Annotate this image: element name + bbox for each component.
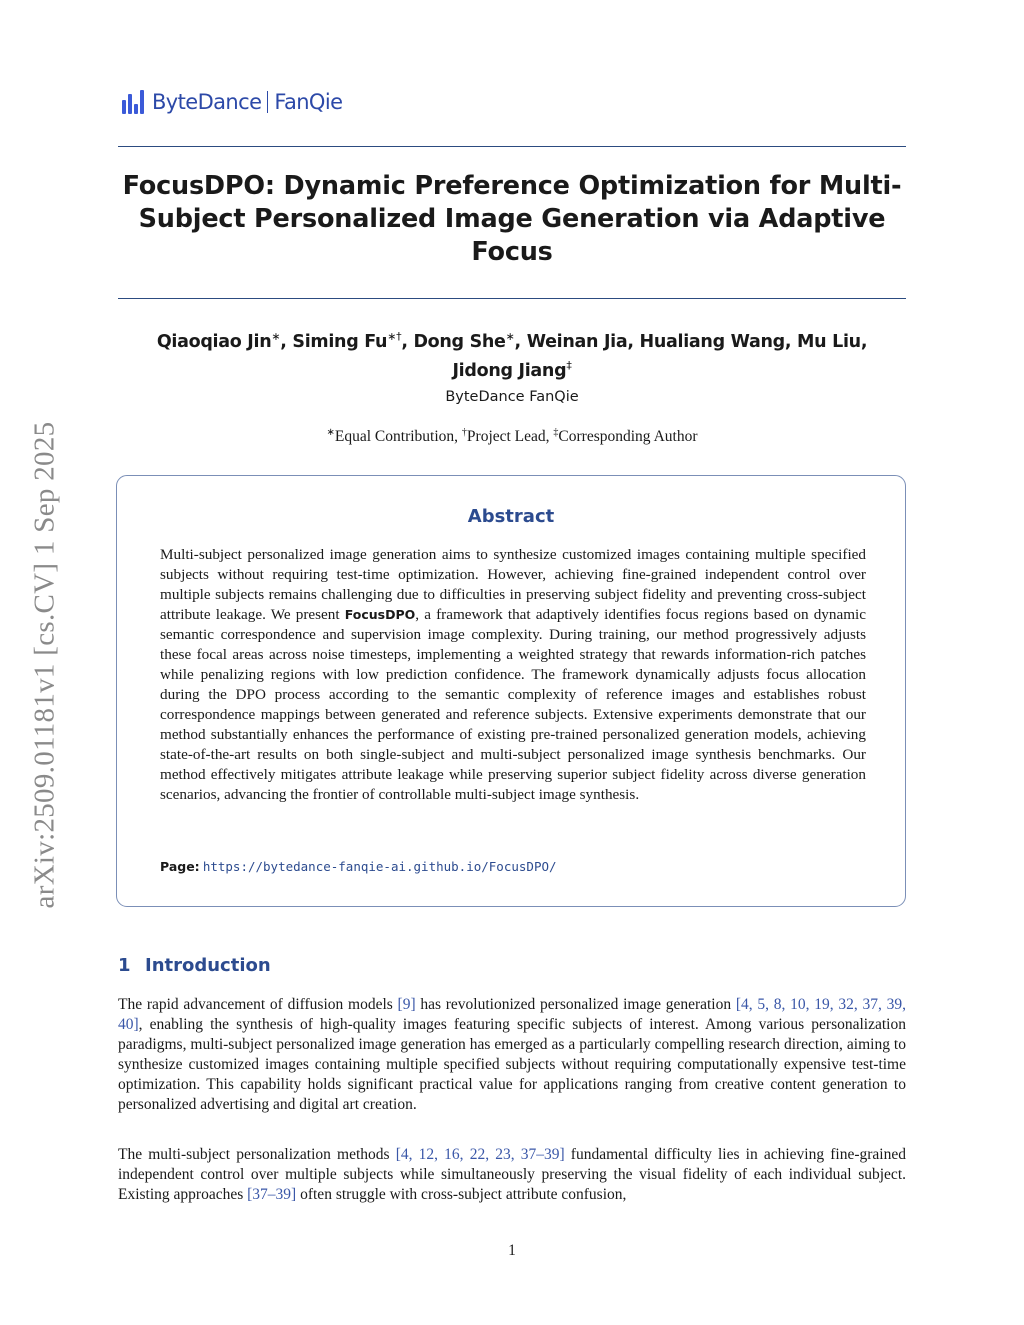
abstract-text <box>160 545 866 805</box>
abstract-text-part: , a framework that adaptively identifies focus regions based on dynamic semantic correspondence and supervision image complexity. During training, our method progressively adjusts these focal areas across noise timesteps, implementing a weighted strategy that rewards information-rich patches while penalizing regions with low prediction confidence. The framework dynamically adjusts focus allocation during the DPO process according to the semantic complexity of reference images and establishes robust correspondence mappings between generated and reference subjects. Extensive experiments demonstrate that our method substantially enhances the performance of existing pre-trained personalized generation models, achieving state-of-the-art results on both single-subject and multi-subject personalized image synthesis benchmarks. Our method effectively mitigates attribute leakage while preserving superior subject fidelity across diverse generation scenarios, advancing the frontier of controllable multi-subject image synthesis. <box>160 606 866 803</box>
citation-link[interactable]: [4, 12, 16, 22, 23, 37–39] <box>395 1146 565 1163</box>
author-name: Siming Fu <box>292 331 388 352</box>
company-logo <box>122 90 342 114</box>
project-lead-note: Project Lead, <box>466 428 550 446</box>
section-number: 1 <box>118 955 131 976</box>
contribution-notes <box>118 427 906 446</box>
paragraph-text: has revolutionized personalized image generation <box>415 996 736 1013</box>
logo-subbrand-text: FanQie <box>274 90 343 114</box>
paragraph-text: The rapid advancement of diffusion models <box>118 996 398 1013</box>
equal-contribution-note: Equal Contribution, <box>334 428 459 446</box>
paper-title: FocusDPO: Dynamic Preference Optimization for Multi-Subject Personalized Image Generation via Adaptive Focus <box>122 171 902 267</box>
paragraph-text: often struggle with cross-subject attribute confusion, <box>296 1186 627 1203</box>
author-name: Jidong Jiang <box>452 360 567 381</box>
logo-brand-text: ByteDance <box>152 90 262 114</box>
author-mark: ∗† <box>387 330 402 343</box>
title-bottom-rule <box>118 298 906 299</box>
project-page-label: Page: <box>160 859 200 874</box>
equal-mark: ∗ <box>326 427 335 438</box>
section-title: Introduction <box>145 955 271 976</box>
citation-link[interactable]: [37–39] <box>247 1186 297 1203</box>
author-mark: ∗ <box>505 330 515 343</box>
project-page <box>160 859 557 875</box>
author-name: Weinan Jia <box>526 331 628 352</box>
author-mark: ∗ <box>271 330 281 343</box>
logo-divider <box>267 91 268 113</box>
paragraph <box>118 995 906 1115</box>
corr-mark: ‡ <box>553 427 559 438</box>
citation-link[interactable]: [9] <box>397 996 416 1013</box>
abstract-text-part: Multi-subject personalized image generation aims to synthesize customized images containing multiple specified subjects without requiring test-time optimization. However, achieving fine-grained independent control over multiple subjects remains challenging due to difficulties in preserving subject fidelity and preventing cross-subject attribute leakage. We present <box>160 546 866 623</box>
paragraph-text: The multi-subject personalization methods <box>118 1146 396 1163</box>
paragraph <box>118 1145 906 1205</box>
arxiv-identifier <box>28 380 62 950</box>
method-name: FocusDPO <box>344 607 416 622</box>
citation-link[interactable]: [4, 5, 8, 10, 19, 32, 37, 39, 40] <box>118 996 906 1033</box>
author-list: Qiaoqiao Jin∗, Siming Fu∗†, Dong She∗, Weinan Jia, Hualiang Wang, Mu Liu, Jidong Jiang‡ <box>156 330 868 381</box>
logo-bars-icon <box>122 90 144 114</box>
author-mark: ‡ <box>566 358 572 372</box>
page-number: 1 <box>508 1242 516 1259</box>
author-name: Hualiang Wang <box>639 331 785 352</box>
author-name: Qiaoqiao Jin <box>156 331 272 352</box>
section-heading <box>118 955 271 976</box>
lead-mark: † <box>461 427 467 438</box>
author-name: Dong She <box>413 331 506 352</box>
title-top-rule <box>118 146 906 147</box>
paragraph-text: , enabling the synthesis of high-quality images featuring specific subjects of interest. Among various personalization paradigms, multi-subject personalized image generation has emerged as a particularly compelling research direction, aiming to synthesize customized images containing multiple specified subjects without requiring computationally expensive test-time optimization. This capability holds significant practical value for applications ranging from creative content generation to personalized advertising and digital art creation. <box>118 1016 906 1113</box>
arxiv-id-text: arXiv:2509.01181v1 [cs.CV] 1 Sep 2025 <box>28 421 61 909</box>
paragraph-text: fundamental difficulty lies in achieving fine-grained independent control over multiple subjects while simultaneously preserving the visual fidelity of each individual subject. Existing approaches <box>118 1146 906 1203</box>
project-page-link[interactable]: https://bytedance-fanqie-ai.github.io/FocusDPO/ <box>202 859 557 874</box>
abstract-heading: Abstract <box>467 506 555 527</box>
abstract-box <box>116 475 906 907</box>
corresponding-author-note: Corresponding Author <box>558 428 698 446</box>
affiliation: ByteDance FanQie <box>445 389 579 405</box>
author-name: Mu Liu <box>797 331 861 352</box>
